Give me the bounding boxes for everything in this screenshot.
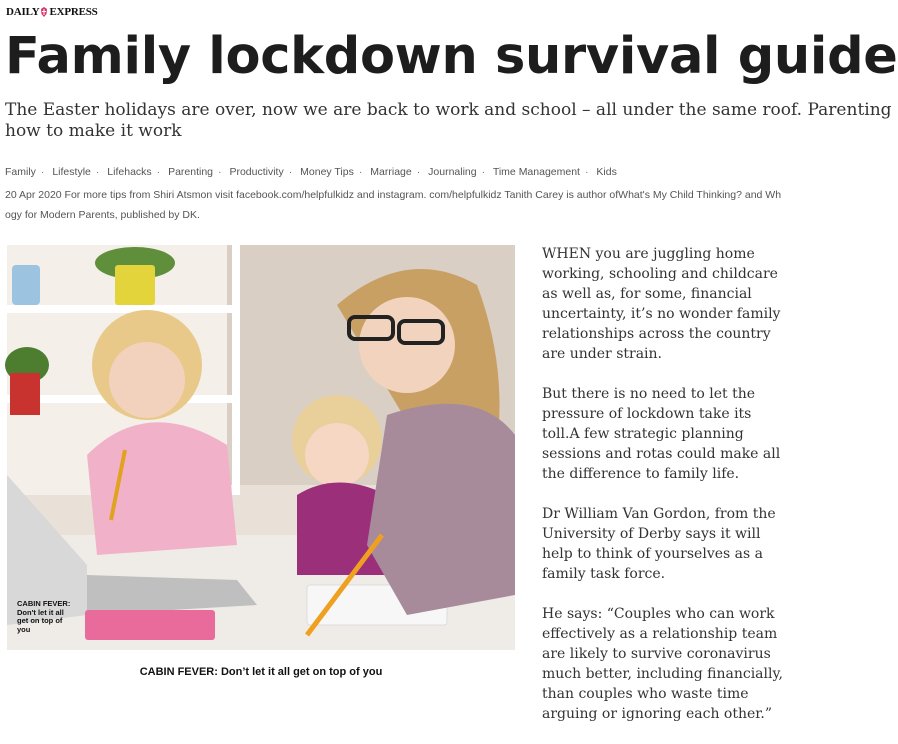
tag-link[interactable]: Marriage <box>370 166 412 178</box>
body-paragraph: But there is no need to let the pressure of lockdown take its toll.A few strategic planning sessions and rotas could make all the difference to family life. <box>542 386 781 482</box>
tag-link[interactable]: Family <box>5 166 36 178</box>
article-headline: Family lockdown survival guide <box>5 27 898 86</box>
tag-link[interactable]: Lifehacks <box>107 166 152 178</box>
body-paragraph: Dr William Van Gordon, from the University of Derby says it will help to think of yourselves as a family task force. <box>542 506 776 582</box>
tag-separator: · <box>40 166 45 178</box>
brand-logo[interactable] <box>6 5 98 19</box>
body-paragraph: He says: “Couples who can work effectively as a relationship team are likely to survive coronavirus much better, including financially, than couples who waste time arguing or ignoring each other.” <box>542 606 783 722</box>
tag-link[interactable]: Money Tips <box>300 166 354 178</box>
tag-separator: · <box>218 166 222 178</box>
article-body <box>542 244 792 744</box>
meta-line-1: 20 Apr 2020 For more tips from Shiri Atsmon visit facebook.com/helpfulkidz and instagram. com/helpfulkidz Tanith Carey is author ofWhat's My Child Thinking? and Wh <box>5 189 782 201</box>
tag-link[interactable]: Lifestyle <box>52 166 91 178</box>
photo-embedded-caption: CABIN FEVER: Don't let it all get on top of you <box>17 599 71 634</box>
tag-link[interactable]: Journaling <box>428 166 477 178</box>
tag-link[interactable]: Parenting <box>168 166 214 178</box>
standfirst-line-2: how to make it work <box>5 121 182 141</box>
tag-link[interactable]: Kids <box>596 166 617 178</box>
brand-name-part2: EXPRESS <box>49 6 98 18</box>
tag-separator: · <box>358 166 363 178</box>
article-photo <box>7 245 515 650</box>
tag-separator: · <box>416 166 421 178</box>
tag-separator: · <box>95 166 100 178</box>
crusader-crest-icon <box>40 7 48 17</box>
meta-line-2: ogy for Modern Parents, published by DK. <box>5 209 200 221</box>
article-standfirst <box>5 100 892 142</box>
tag-separator: · <box>156 166 161 178</box>
brand-name-part1: DAILY <box>6 6 40 18</box>
tag-link[interactable]: Productivity <box>229 166 284 178</box>
image-caption: CABIN FEVER: Don’t let it all get on top of you <box>139 666 383 678</box>
body-paragraph: WHEN you are juggling home working, schooling and childcare as well as, for some, financial uncertainty, it’s no wonder family relationships across the country are under strain. <box>542 246 781 362</box>
standfirst-line-1: The Easter holidays are over, now we are back to work and school – all under the same roof. Parenting <box>5 100 892 120</box>
tag-link[interactable]: Time Management <box>492 166 580 178</box>
tag-separator: · <box>481 166 486 178</box>
topic-tags <box>5 166 617 178</box>
family-working-illustration <box>7 245 515 650</box>
article-meta <box>5 185 802 225</box>
tag-separator: · <box>288 166 293 178</box>
tag-separator: · <box>584 166 589 178</box>
